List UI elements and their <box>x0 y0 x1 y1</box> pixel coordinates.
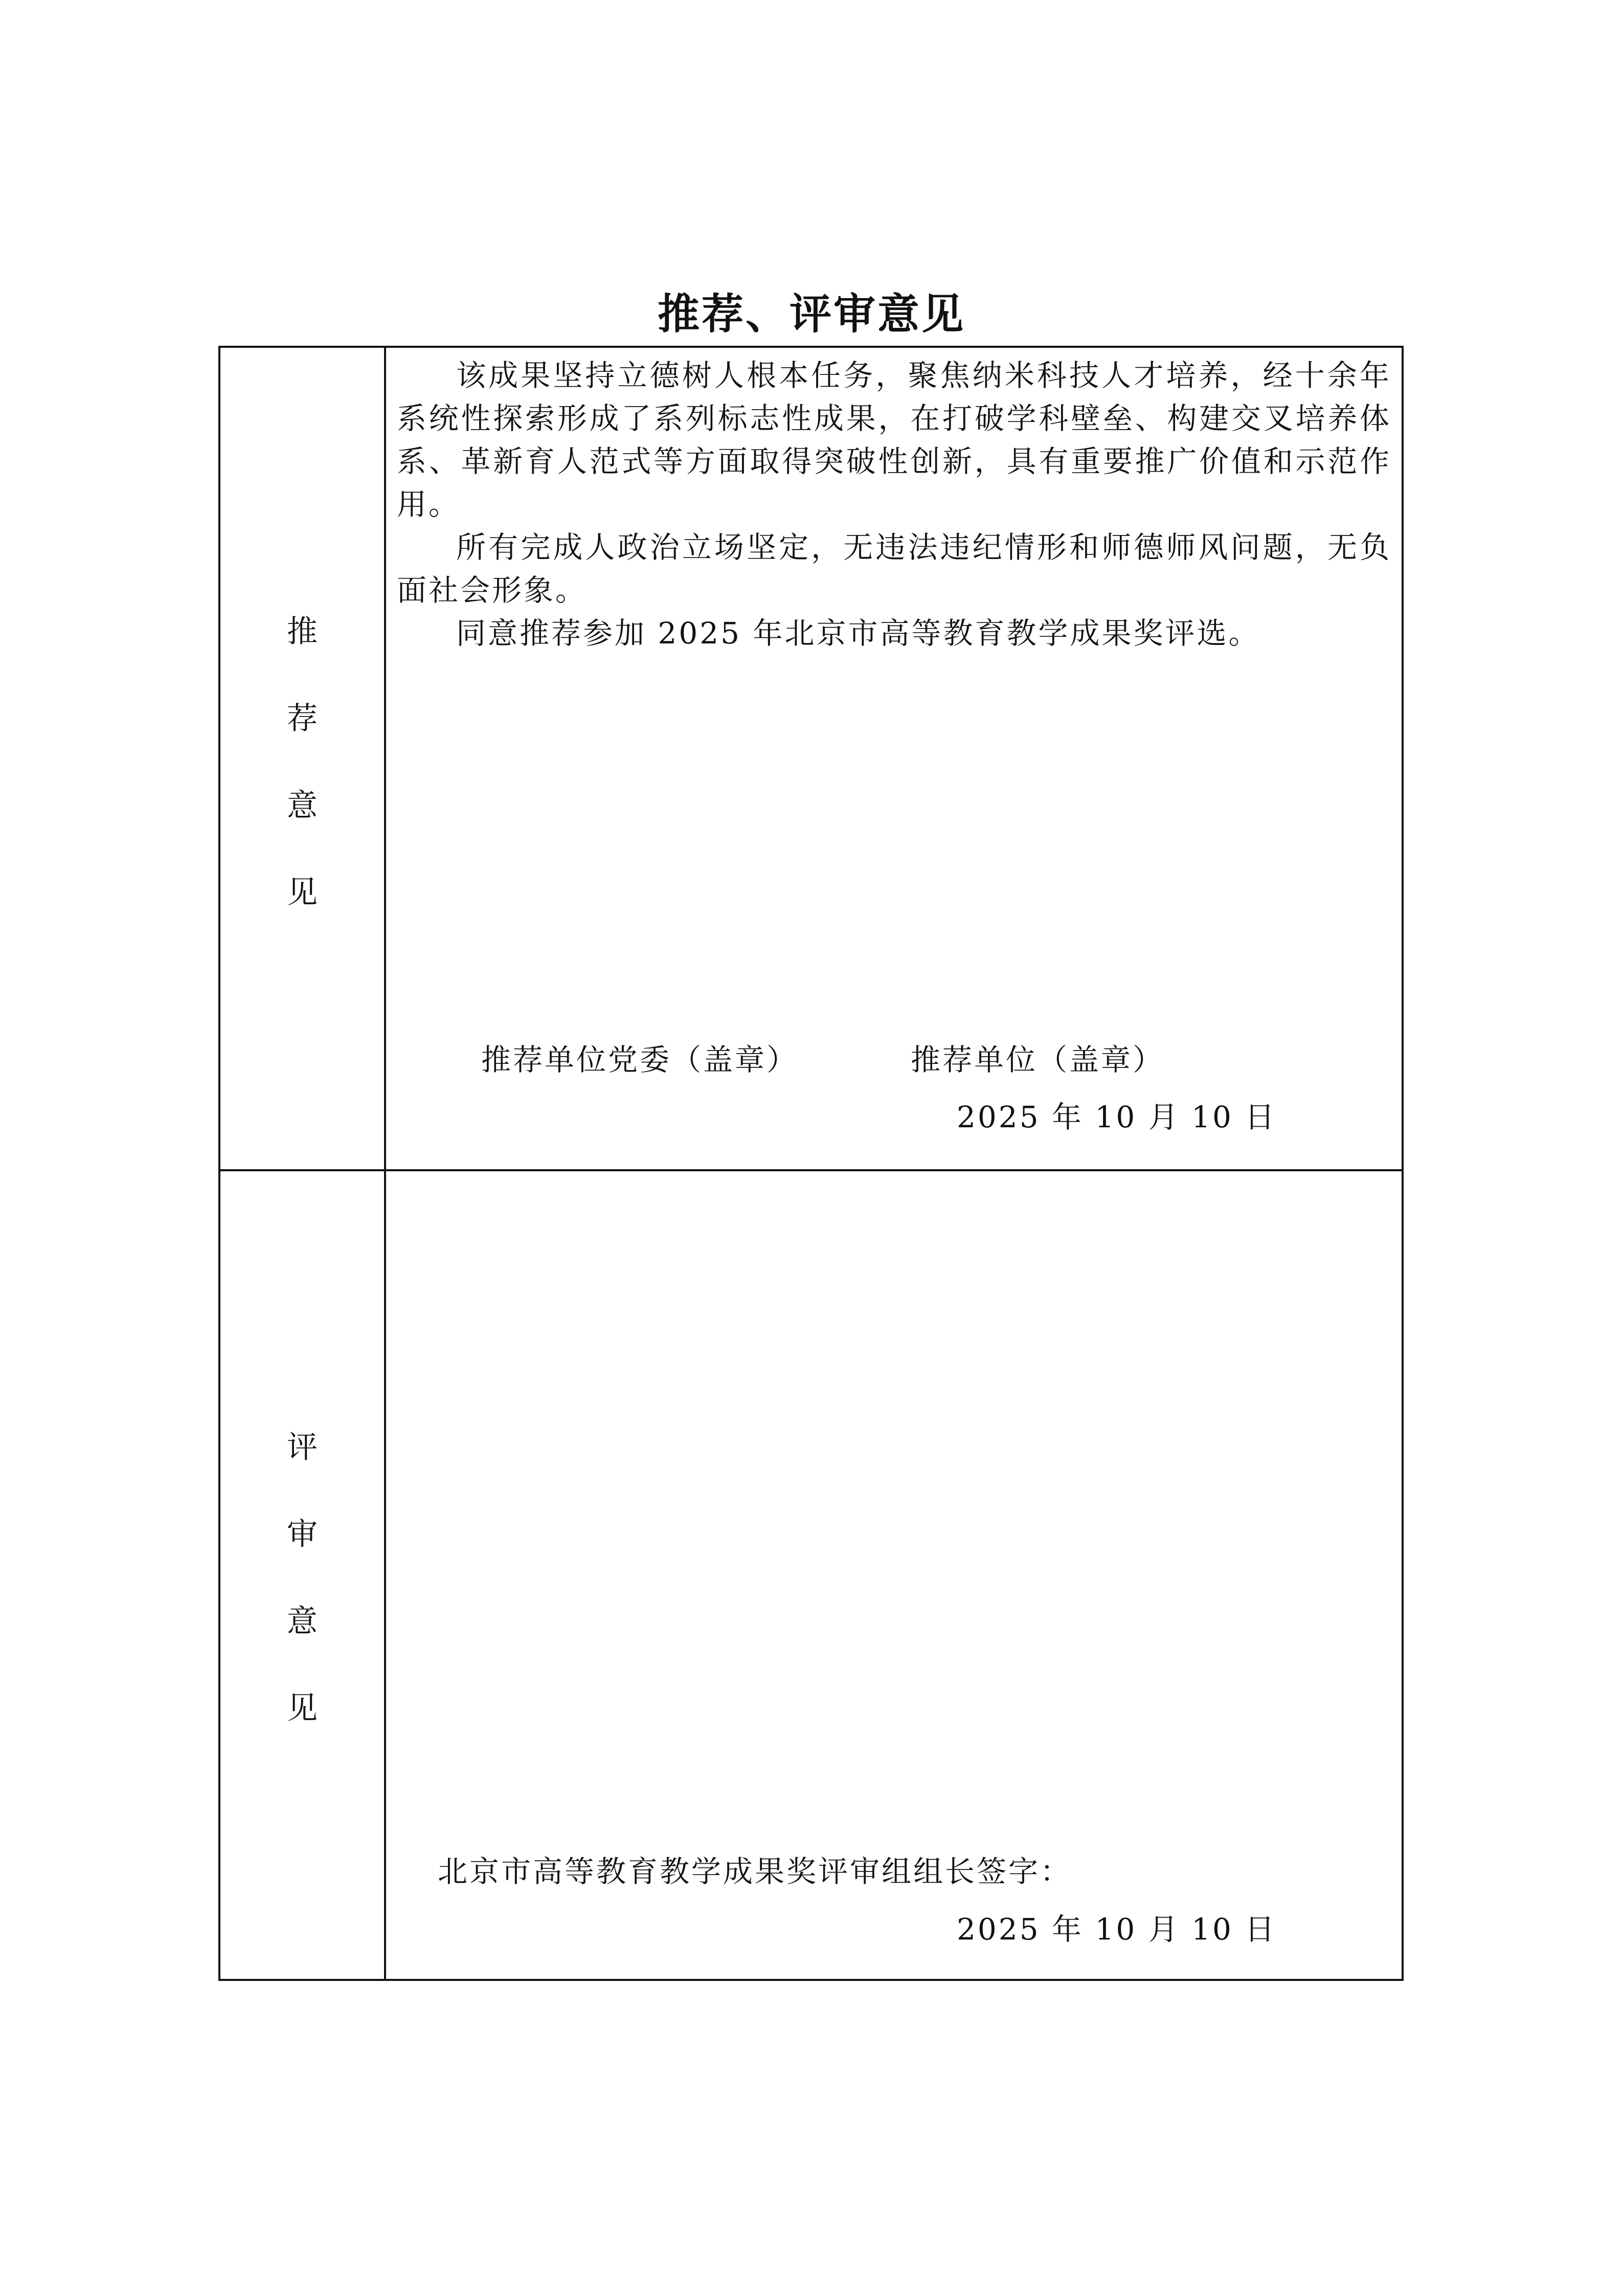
recommendation-row-label <box>220 611 384 959</box>
recommending-unit-seal-label: 推荐单位（盖章） <box>911 1042 1165 1077</box>
label-char: 见 <box>287 875 318 910</box>
opinion-paragraph: 所有完成人政治立场坚定，无违法违纪情形和师德师风问题，无负面社会形象。 <box>397 530 1391 608</box>
opinion-paragraph: 该成果坚持立德树人根本任务，聚焦纳米科技人才培养，经十余年系统性探索形成了系列标志性成果，在打破学科壁垒、构建交叉培养体系、革新育人范式等方面取得突破性创新，具有重要推广价值和示范作用。 <box>397 358 1391 522</box>
party-committee-seal-label: 推荐单位党委（盖章） <box>481 1042 799 1077</box>
column-divider <box>384 348 386 1979</box>
review-row-label <box>220 1427 384 1775</box>
opinion-paragraph: 同意推荐参加 2025 年北京市高等教育教学成果奖评选。 <box>456 616 1260 651</box>
row-divider <box>220 1169 1402 1171</box>
opinion-form-table <box>218 346 1404 1981</box>
label-char: 荐 <box>287 701 318 737</box>
review-leader-signature-label: 北京市高等教育教学成果奖评审组组长签字： <box>438 1854 1072 1889</box>
review-date: 2025 年 10 月 10 日 <box>957 1912 1277 1947</box>
label-char: 意 <box>287 1603 318 1639</box>
page-title: 推荐、评审意见 <box>657 290 965 339</box>
label-char: 意 <box>287 788 318 823</box>
label-char: 见 <box>287 1690 318 1726</box>
label-char: 推 <box>287 614 318 650</box>
label-char: 审 <box>287 1517 318 1552</box>
label-char: 评 <box>287 1430 318 1465</box>
recommendation-date: 2025 年 10 月 10 日 <box>957 1100 1277 1134</box>
recommendation-opinion-text <box>397 354 1391 655</box>
